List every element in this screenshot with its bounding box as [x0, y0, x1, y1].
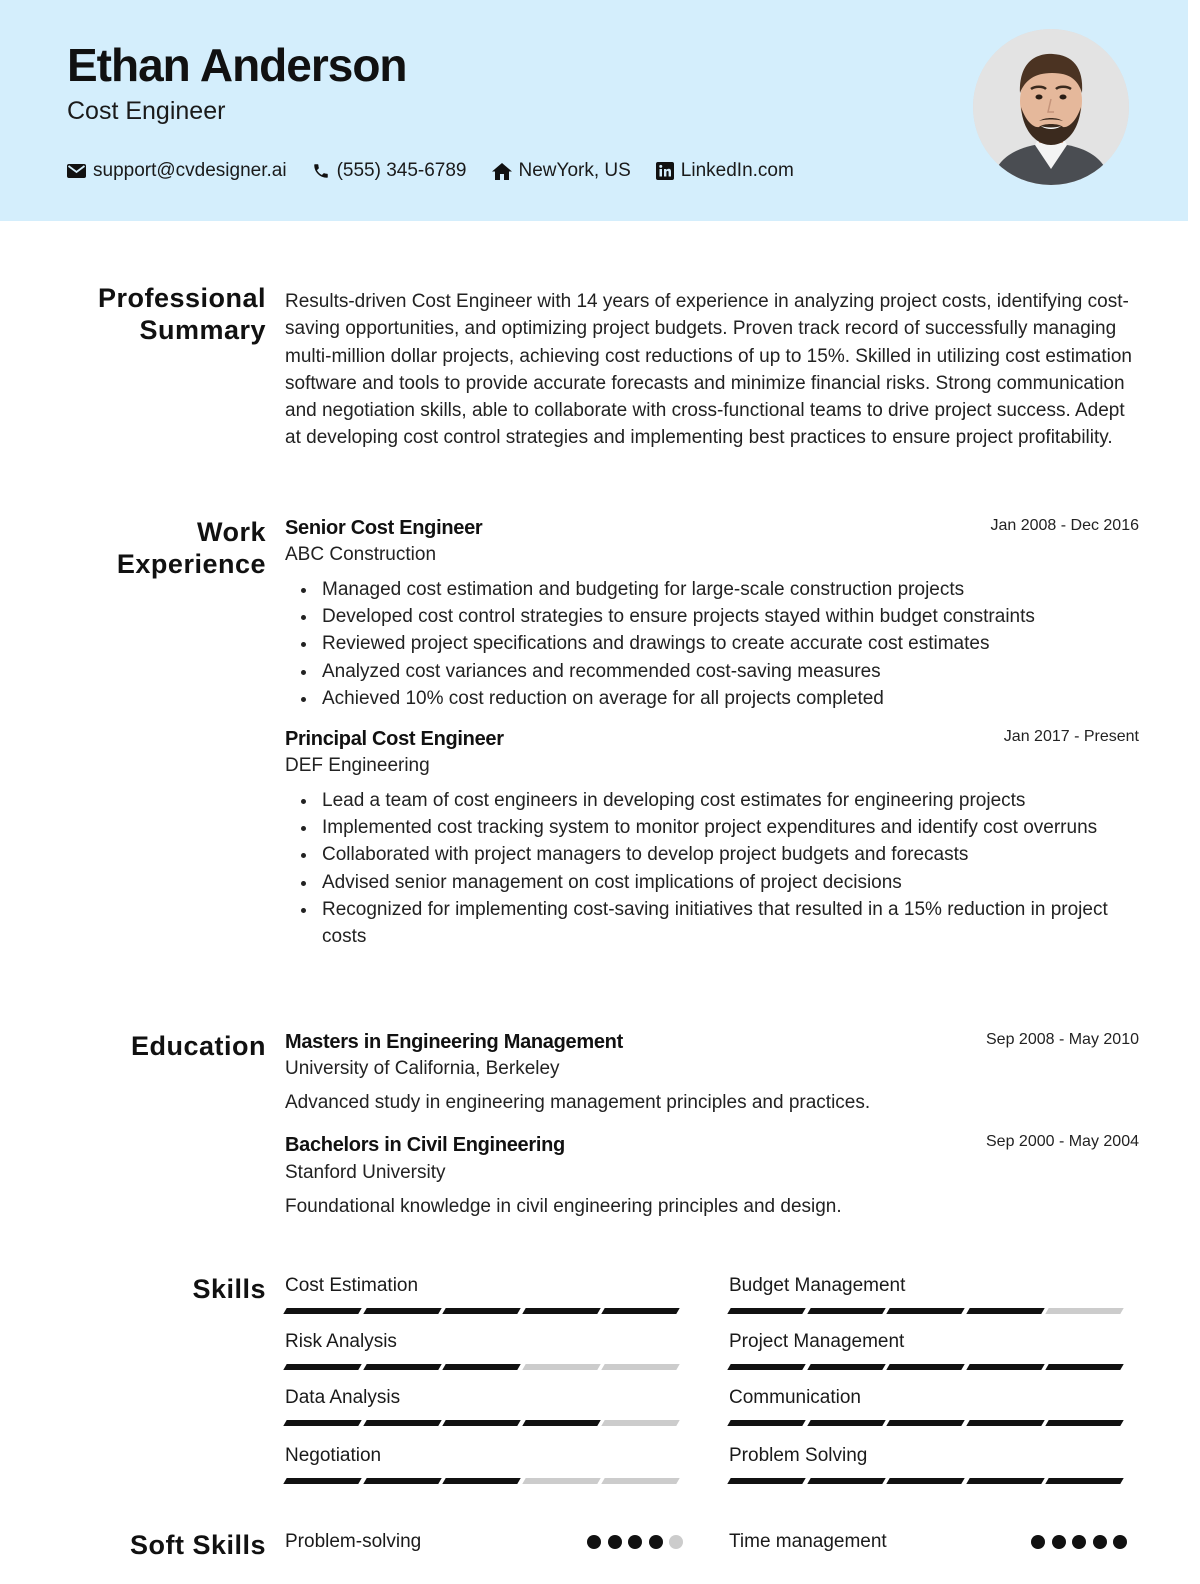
rating-dot-filled [1072, 1535, 1086, 1549]
linkedin-icon [656, 162, 674, 180]
rating-dot-filled [628, 1535, 642, 1549]
summary-text: Results-driven Cost Engineer with 14 years of experience in analyzing project costs, identifying cost-saving opportunities, and optimizing project budgets. Proven track record of successfully managing multi-million dollar projects, achieving cost reductions of up to 15%. Skilled in utilizing cost estimation software and tools to provide accurate forecasts and minimize financial risks. Strong communication and negotiation skills, able to collaborate with cross-functional teams to drive project success. Adept at developing cost control strategies and implementing best practices to ensure project profitability. [285, 291, 1132, 449]
rating-segment-filled [442, 1478, 520, 1484]
rating-segment-filled [363, 1420, 441, 1426]
contact-linkedin[interactable] [656, 160, 794, 182]
soft-skill-name: Time management [729, 1531, 887, 1552]
skill-rating-bar [285, 1364, 683, 1370]
rating-dot-filled [1093, 1535, 1107, 1549]
rating-segment-filled [442, 1420, 520, 1426]
rating-segment-filled [283, 1364, 361, 1370]
rating-segment-empty [1045, 1308, 1123, 1314]
skill-item [285, 1387, 683, 1426]
rating-segment-filled [966, 1364, 1044, 1370]
job-company: ABC Construction [285, 544, 437, 565]
home-icon [492, 163, 512, 180]
degree-dates: Sep 2008 - May 2010 [986, 1031, 1139, 1048]
degree-title: Masters in Engineering Management [285, 1031, 623, 1053]
rating-segment-filled [522, 1420, 600, 1426]
skill-rating-bar [729, 1420, 1127, 1426]
rating-dot-filled [608, 1535, 622, 1549]
list-item: Implemented cost tracking system to monitor project expenditures and identify cost overruns [322, 814, 1132, 841]
skill-name: Negotiation [285, 1445, 382, 1466]
contact-linkedin-text: LinkedIn.com [680, 160, 794, 181]
rating-dot-filled [1031, 1535, 1045, 1549]
rating-segment-filled [522, 1308, 600, 1314]
soft-skill-item [729, 1531, 1127, 1555]
contact-location [492, 160, 631, 182]
profile-photo [973, 29, 1129, 185]
skill-rating-bar [285, 1478, 683, 1484]
rating-segment-filled [727, 1420, 805, 1426]
rating-segment-filled [727, 1478, 805, 1484]
skill-name: Data Analysis [285, 1387, 401, 1408]
degree-description: Advanced study in engineering management principles and practices. [285, 1092, 871, 1113]
skill-rating-bar [285, 1420, 683, 1426]
rating-segment-empty [522, 1364, 600, 1370]
section-title-skills: Skills [192, 1274, 266, 1304]
job-bullets [322, 787, 1132, 950]
rating-segment-filled [886, 1478, 964, 1484]
list-item: Developed cost control strategies to ensure projects stayed within budget constraints [322, 603, 1132, 630]
rating-segment-filled [363, 1478, 441, 1484]
contact-location-text: NewYork, US [518, 160, 631, 181]
rating-segment-filled [283, 1420, 361, 1426]
section-title-work: Work Experience [116, 517, 266, 579]
rating-segment-empty [601, 1478, 679, 1484]
rating-segment-filled [601, 1308, 679, 1314]
job-bullets [322, 576, 1132, 712]
candidate-title: Cost Engineer [67, 97, 226, 125]
section-title-summary: Professional Summary [97, 283, 266, 345]
list-item: Lead a team of cost engineers in developing cost estimates for engineering projects [322, 787, 1132, 814]
rating-segment-filled [886, 1308, 964, 1314]
rating-dot-filled [649, 1535, 663, 1549]
rating-segment-filled [886, 1420, 964, 1426]
degree-dates: Sep 2000 - May 2004 [986, 1133, 1139, 1150]
rating-dot-filled [1113, 1535, 1127, 1549]
list-item: Advised senior management on cost implications of project decisions [322, 869, 1132, 896]
list-item: Managed cost estimation and budgeting for large-scale construction projects [322, 576, 1132, 603]
rating-segment-filled [1045, 1420, 1123, 1426]
rating-segment-filled [363, 1308, 441, 1314]
school-name: Stanford University [285, 1162, 446, 1183]
job-title: Senior Cost Engineer [285, 517, 483, 539]
skill-item [285, 1331, 683, 1370]
header-banner [0, 0, 1188, 221]
rating-segment-filled [727, 1308, 805, 1314]
rating-segment-filled [886, 1364, 964, 1370]
soft-skill-name: Problem-solving [285, 1531, 422, 1552]
section-title-soft-skills: Soft Skills [129, 1530, 266, 1560]
rating-segment-filled [1045, 1364, 1123, 1370]
contact-email-text: support@cvdesigner.ai [93, 160, 287, 181]
rating-segment-filled [442, 1308, 520, 1314]
skill-rating-bar [729, 1364, 1127, 1370]
skill-name: Communication [729, 1387, 861, 1408]
envelope-icon [67, 164, 86, 178]
list-item: Reviewed project specifications and drawings to create accurate cost estimates [322, 630, 1132, 657]
rating-segment-filled [363, 1364, 441, 1370]
rating-segment-filled [966, 1478, 1044, 1484]
rating-segment-filled [966, 1420, 1044, 1426]
rating-segment-filled [283, 1308, 361, 1314]
contact-phone-text: (555) 345-6789 [336, 160, 467, 181]
rating-segment-filled [727, 1364, 805, 1370]
skill-item [729, 1445, 1127, 1484]
skill-rating-bar [285, 1308, 683, 1314]
skill-item [729, 1275, 1127, 1314]
degree-description: Foundational knowledge in civil engineering principles and design. [285, 1196, 842, 1217]
rating-segment-filled [1045, 1478, 1123, 1484]
job-company: DEF Engineering [285, 755, 430, 776]
rating-segment-empty [601, 1420, 679, 1426]
school-name: University of California, Berkeley [285, 1058, 560, 1079]
rating-segment-empty [601, 1364, 679, 1370]
job-dates: Jan 2008 - Dec 2016 [990, 517, 1139, 534]
candidate-name: Ethan Anderson [67, 39, 407, 91]
list-item: Achieved 10% cost reduction on average for all projects completed [322, 685, 1132, 712]
rating-segment-filled [807, 1478, 885, 1484]
soft-skill-rating-dots [1025, 1535, 1128, 1549]
job-title: Principal Cost Engineer [285, 728, 504, 750]
phone-icon [312, 162, 330, 180]
soft-skill-rating-dots [581, 1535, 684, 1549]
contact-email[interactable] [67, 160, 287, 182]
rating-segment-filled [807, 1364, 885, 1370]
skill-name: Budget Management [729, 1275, 906, 1296]
list-item: Collaborated with project managers to develop project budgets and forecasts [322, 841, 1132, 868]
section-title-education: Education [130, 1031, 266, 1061]
rating-segment-filled [442, 1364, 520, 1370]
skill-name: Risk Analysis [285, 1331, 397, 1352]
skill-rating-bar [729, 1308, 1127, 1314]
list-item: Analyzed cost variances and recommended cost-saving measures [322, 658, 1132, 685]
skill-item [729, 1331, 1127, 1370]
rating-segment-filled [807, 1308, 885, 1314]
rating-dot-filled [1052, 1535, 1066, 1549]
contact-bar [67, 158, 819, 184]
soft-skill-item [285, 1531, 683, 1555]
skill-item [729, 1387, 1127, 1426]
rating-segment-filled [283, 1478, 361, 1484]
degree-title: Bachelors in Civil Engineering [285, 1134, 565, 1156]
skill-name: Cost Estimation [285, 1275, 419, 1296]
skill-rating-bar [729, 1478, 1127, 1484]
rating-segment-filled [807, 1420, 885, 1426]
skill-name: Problem Solving [729, 1445, 868, 1466]
rating-segment-empty [522, 1478, 600, 1484]
rating-dot-filled [587, 1535, 601, 1549]
contact-phone[interactable] [312, 160, 467, 182]
job-dates: Jan 2017 - Present [1003, 728, 1139, 745]
list-item: Recognized for implementing cost-saving initiatives that resulted in a 15% reduction in project costs [322, 896, 1132, 950]
rating-segment-filled [966, 1308, 1044, 1314]
skill-item [285, 1275, 683, 1314]
skill-item [285, 1445, 683, 1484]
skill-name: Project Management [729, 1331, 905, 1352]
rating-dot-empty [669, 1535, 683, 1549]
